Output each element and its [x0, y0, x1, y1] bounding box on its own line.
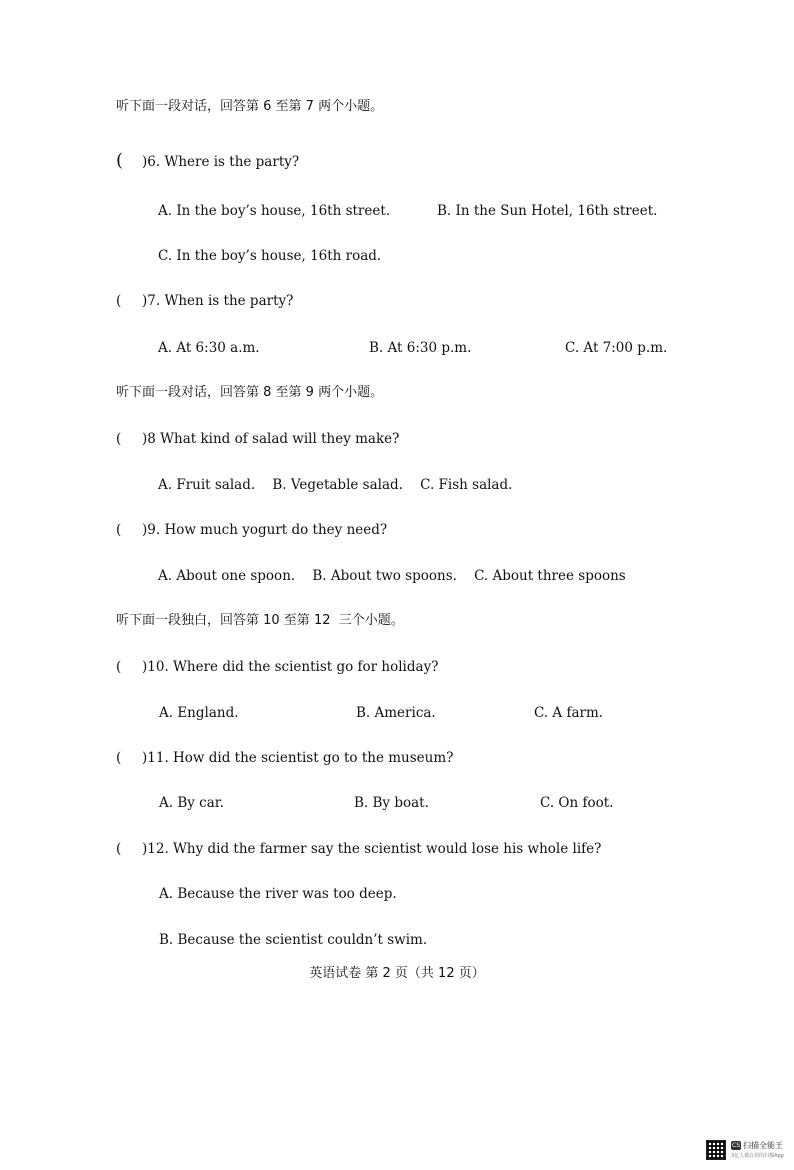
- option-12b: B. Because the scientist couldn’t swim.: [159, 932, 428, 948]
- question-8: [116, 430, 399, 448]
- watermark-brand: 扫描全能王: [743, 1141, 783, 1150]
- question-text: )7. When is the party?: [142, 293, 294, 309]
- option-10c: C. A farm.: [534, 705, 604, 721]
- question-12: [116, 840, 601, 858]
- question-text: )6. Where is the party?: [142, 154, 300, 170]
- answer-blank[interactable]: (: [116, 750, 122, 766]
- scanner-watermark: [706, 1140, 788, 1162]
- question-text: )10. Where did the scientist go for holiday?: [142, 659, 439, 675]
- answer-blank[interactable]: (: [116, 841, 122, 857]
- option-7a: A. At 6:30 a.m.: [158, 340, 260, 356]
- question-6: [116, 152, 299, 171]
- options-9: A. About one spoon. B. About two spoons. C. About three spoons: [158, 568, 626, 584]
- watermark-subtitle: 3亿人都在用的扫描App: [731, 1153, 784, 1159]
- option-7c: C. At 7:00 p.m.: [565, 340, 668, 356]
- answer-blank[interactable]: (: [116, 522, 122, 538]
- question-text: )12. Why did the farmer say the scientist would lose his whole life?: [142, 841, 602, 857]
- option-6b: B. In the Sun Hotel, 16th street.: [437, 203, 658, 219]
- option-11c: C. On foot.: [540, 795, 614, 811]
- answer-blank[interactable]: (: [116, 659, 122, 675]
- section-header-6-7: 听下面一段对话，回答第 6 至第 7 两个小题。: [116, 99, 384, 114]
- qr-code-icon: [706, 1140, 726, 1160]
- option-7b: B. At 6:30 p.m.: [369, 340, 472, 356]
- option-6c: C. In the boy’s house, 16th road.: [158, 248, 382, 264]
- question-text: )9. How much yogurt do they need?: [142, 522, 388, 538]
- question-7: [116, 292, 293, 310]
- section-header-8-9: 听下面一段对话，回答第 8 至第 9 两个小题。: [116, 385, 384, 400]
- option-11b: B. By boat.: [354, 795, 429, 811]
- page-footer: 英语试卷 第 2 页（共 12 页）: [309, 966, 485, 981]
- question-9: [116, 521, 387, 539]
- option-10b: B. America.: [356, 705, 436, 721]
- question-text: )11. How did the scientist go to the museum?: [142, 750, 454, 766]
- option-6a: A. In the boy’s house, 16th street.: [158, 203, 391, 219]
- section-header-10-12: 听下面一段独白，回答第 10 至第 12 三个小题。: [116, 613, 404, 628]
- question-10: [116, 658, 438, 676]
- option-12a: A. Because the river was too deep.: [159, 886, 397, 902]
- options-8: A. Fruit salad. B. Vegetable salad. C. Fish salad.: [158, 477, 513, 493]
- answer-blank[interactable]: (: [116, 293, 122, 309]
- option-10a: A. England.: [159, 705, 239, 721]
- question-text: )8 What kind of salad will they make?: [142, 431, 400, 447]
- answer-blank[interactable]: (: [116, 431, 122, 447]
- question-11: [116, 749, 453, 767]
- option-11a: A. By car.: [159, 795, 225, 811]
- camscanner-logo-icon: CS: [732, 1142, 740, 1149]
- answer-blank[interactable]: (: [116, 150, 124, 171]
